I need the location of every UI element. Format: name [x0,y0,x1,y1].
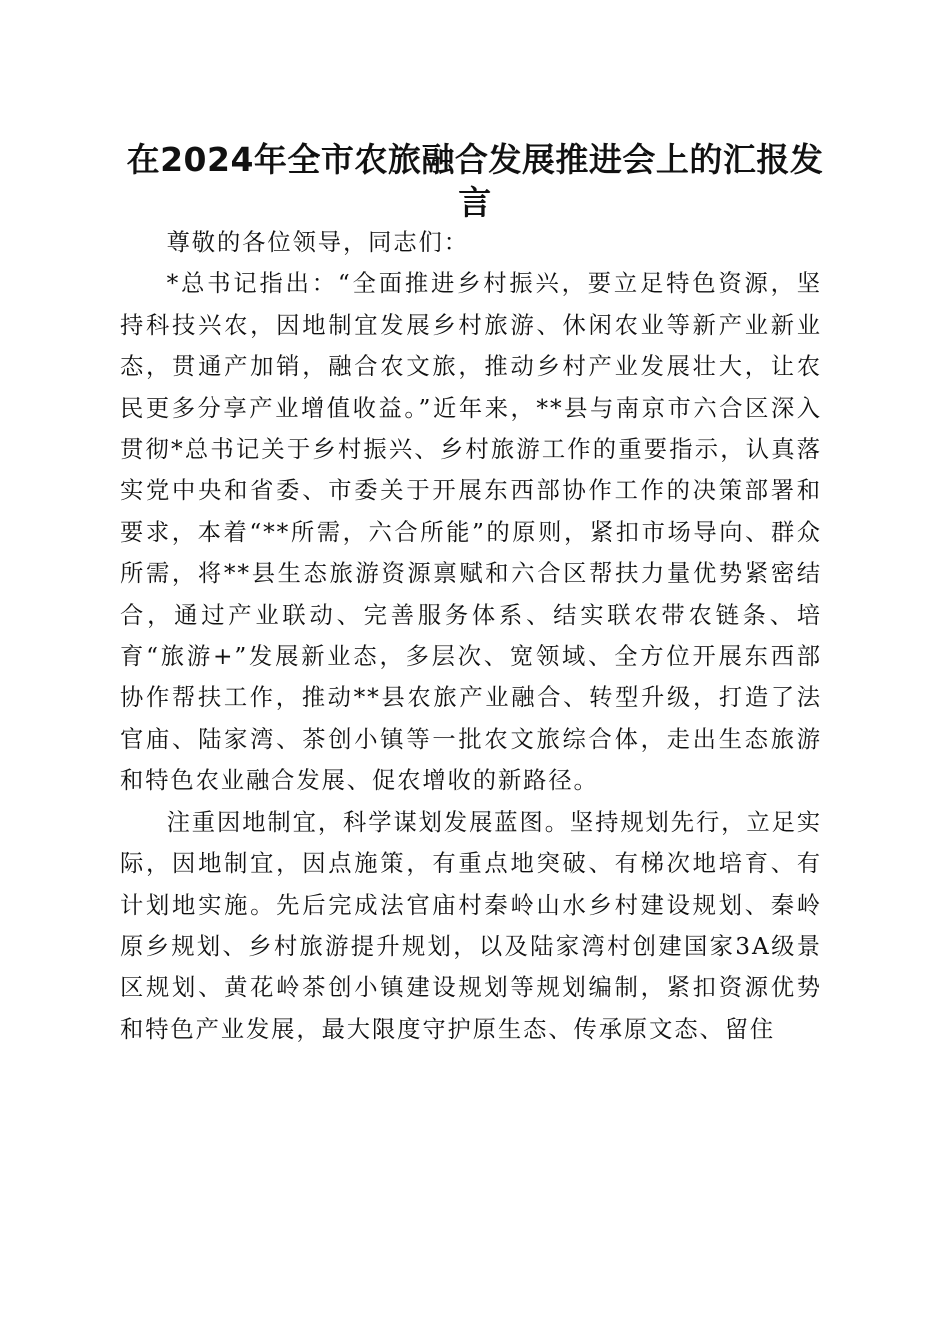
document-title: 在2024年全市农旅融合发展推进会上的汇报发言 [126,140,824,222]
body-paragraph: *总书记指出：“全面推进乡村振兴，要立足特色资源，坚持科技兴农，因地制宜发展乡村旅游、休闲农业等新产业新业态，贯通产加销，融合农文旅，推动乡村产业发展壮大，让农民更多分享产业增值收益。”近年来，**县与南京市六合区深入贯彻*总书记关于乡村振兴、乡村旅游工作的重要指示，认真落实党中央和省委、市委关于开展东西部协作工作的决策部署和要求，本着“**所需，六合所能”的原则，紧扣市场导向、群众所需，将**县生态旅游资源禀赋和六合区帮扶力量优势紧密结合，通过产业联动、完善服务体系、结实联农带农链条、培育“旅游+”发展新业态，多层次、宽领域、全方位开展东西部协作帮扶工作，推动**县农旅产业融合、转型升级，打造了法官庙、陆家湾、茶创小镇等一批农文旅综合体，走出生态旅游和特色农业融合发展、促农增收的新路径。 [120,270,822,795]
salutation-paragraph: 尊敬的各位领导，同志们： [166,229,469,256]
document-body [120,222,822,1050]
body-paragraph: 注重因地制宜，科学谋划发展蓝图。坚持规划先行，立足实际，因地制宜，因点施策，有重点地突破、有梯次地培育、有计划地实施。先后完成法官庙村秦岭山水乡村建设规划、秦岭原乡规划、乡村旅游提升规划，以及陆家湾村创建国家3A级景区规划、黄花岭茶创小镇建设规划等规划编制，紧扣资源优势和特色产业发展，最大限度守护原生态、传承原文态、留住 [120,808,822,1043]
